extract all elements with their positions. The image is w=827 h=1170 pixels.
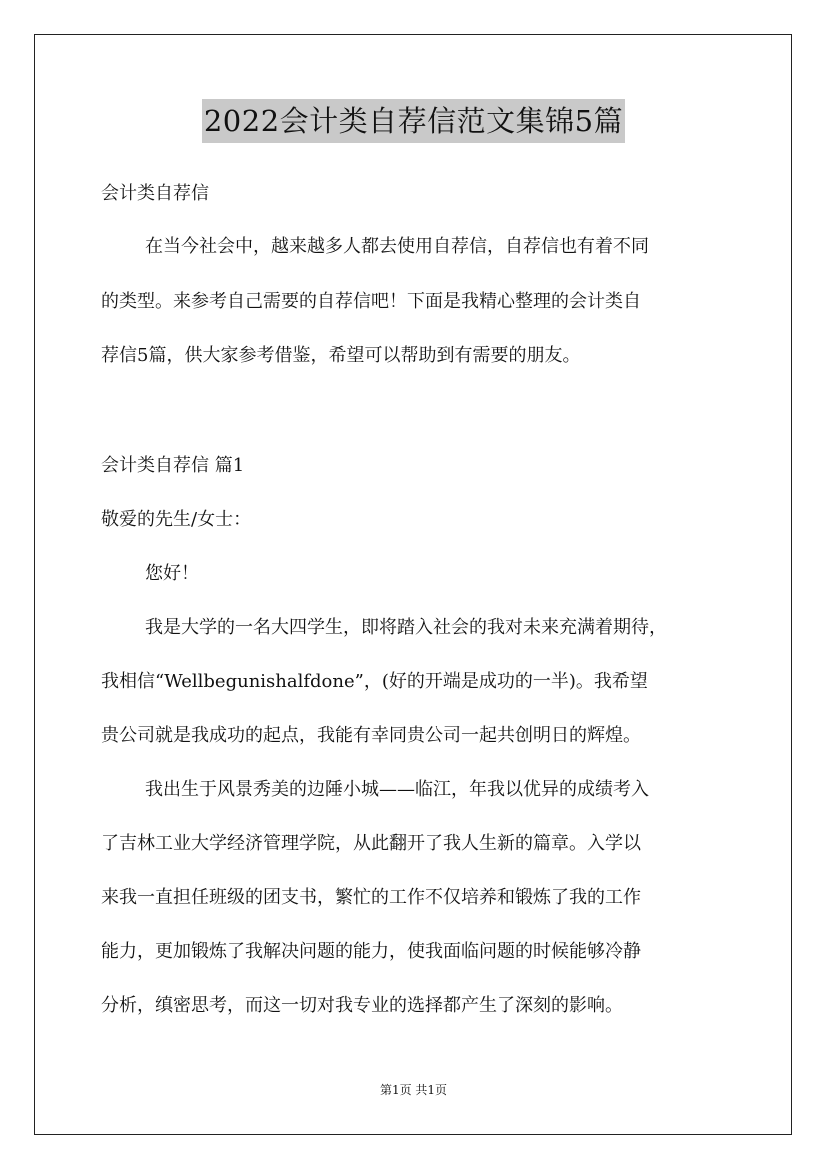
- paragraph2-line-2: 了吉林工业大学经济管理学院，从此翻开了我人生新的篇章。入学以: [101, 833, 641, 854]
- paragraph2-line-1: 我出生于风景秀美的边陲小城——临江，年我以优异的成绩考入: [145, 779, 649, 800]
- intro-line-3: 荐信5篇，供大家参考借鉴，希望可以帮助到有需要的朋友。: [101, 345, 581, 366]
- intro-line-2: 的类型。来参考自己需要的自荐信吧！下面是我精心整理的会计类自: [101, 291, 641, 312]
- intro-line-1: 在当今社会中，越来越多人都去使用自荐信，自荐信也有着不同: [145, 236, 649, 257]
- paragraph1-line-2: 我相信“Wellbegunishalfdone”，(好的开端是成功的一半)。我希望: [101, 671, 648, 692]
- salutation: 敬爱的先生/女士：: [101, 509, 252, 530]
- document-title: 2022会计类自荐信范文集锦5篇: [202, 99, 625, 143]
- paragraph1-line-3: 贵公司就是我成功的起点，我能有幸同贵公司一起共创明日的辉煌。: [101, 725, 641, 746]
- paragraph2-line-5: 分析，缜密思考，而这一切对我专业的选择都产生了深刻的影响。: [101, 995, 623, 1016]
- title-wrapper: [0, 99, 827, 143]
- paragraph2-line-4: 能力，更加锻炼了我解决问题的能力，使我面临问题的时候能够冷静: [101, 941, 641, 962]
- piece-heading: 会计类自荐信 篇1: [101, 455, 245, 476]
- greeting: 您好！: [145, 563, 199, 584]
- section-heading: 会计类自荐信: [101, 183, 209, 204]
- page-footer: 第1页 共1页: [379, 1083, 448, 1097]
- paragraph2-line-3: 来我一直担任班级的团支书，繁忙的工作不仅培养和锻炼了我的工作: [101, 887, 641, 908]
- paragraph1-line-1: 我是大学的一名大四学生，即将踏入社会的我对未来充满着期待，: [145, 617, 667, 638]
